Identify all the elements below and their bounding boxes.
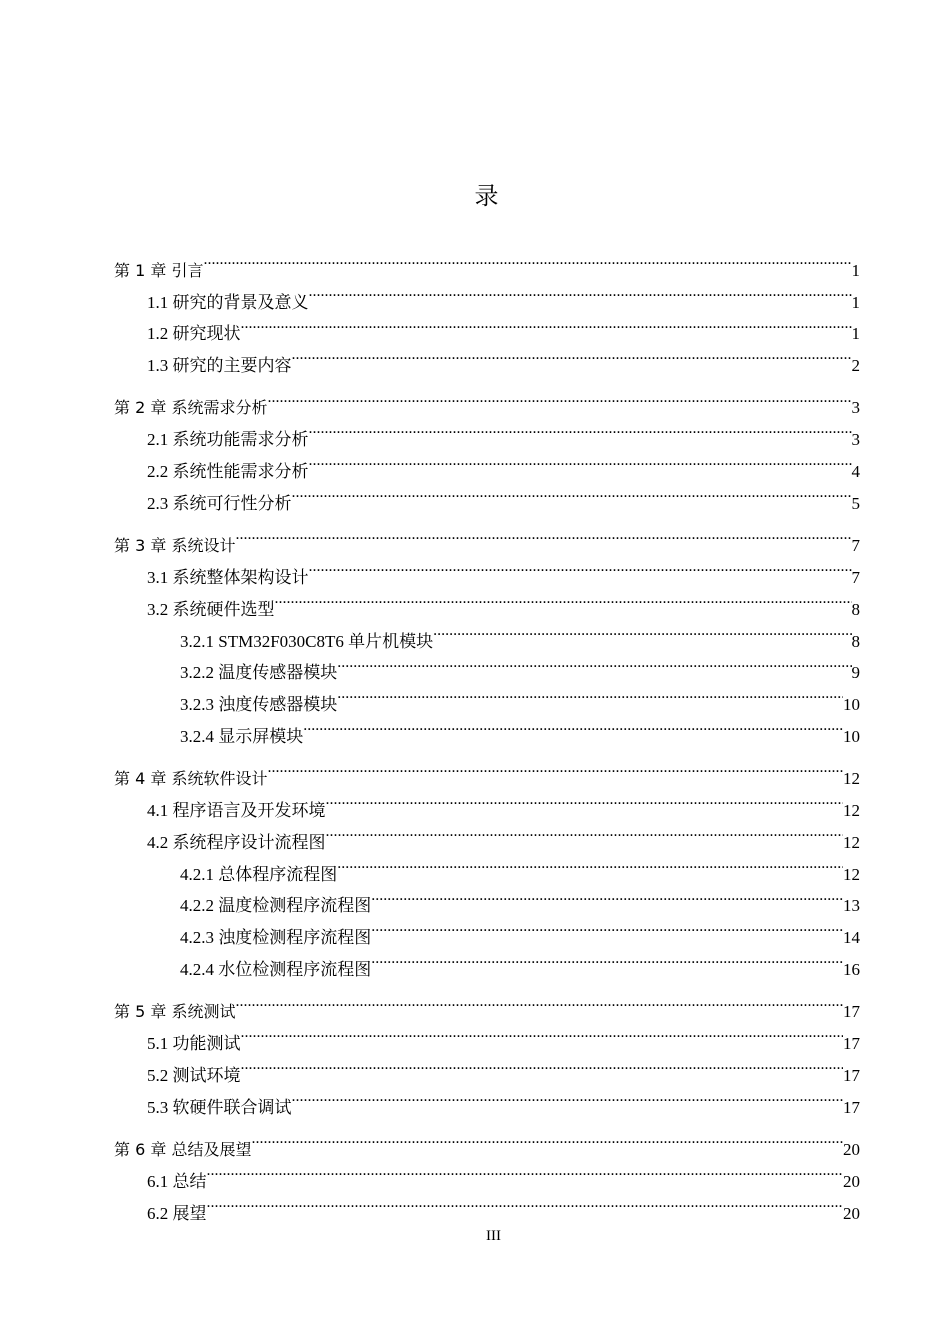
toc-leader-dots: [303, 710, 843, 742]
toc-leader-dots: [241, 1049, 844, 1081]
toc-entry-label: 4.2.1 总体程序流程图: [180, 864, 338, 884]
toc-entry-label: 1.1 研究的背景及意义: [147, 292, 309, 312]
toc-entry-label: 3.1 系统整体架构设计: [147, 567, 309, 587]
toc-entry-label: 6.1 总结: [147, 1171, 207, 1191]
toc-entry-page: 20: [843, 1140, 860, 1160]
toc-leader-dots: [241, 1017, 844, 1049]
toc-leader-dots: [251, 1123, 843, 1155]
toc-entry-label: 5.1 功能测试: [147, 1034, 241, 1054]
toc-leader-dots: [371, 911, 843, 943]
toc-leader-dots: [207, 1155, 844, 1187]
toc-leader-dots: [207, 1187, 844, 1219]
toc-leader-dots: [337, 647, 851, 679]
toc-entry-label: 3.2.4 显示屏模块: [180, 726, 304, 746]
toc-entry-page: 10: [843, 695, 860, 715]
toc-entry-label: 2.1 系统功能需求分析: [147, 430, 309, 450]
toc-entry-label: 2.3 系统可行性分析: [147, 493, 292, 513]
toc-leader-dots: [267, 382, 851, 414]
toc-entry-label: 第 2 章 系统需求分析: [114, 398, 268, 418]
toc-section-entry[interactable]: [114, 276, 860, 312]
toc-section-entry[interactable]: [114, 1187, 860, 1223]
toc-leader-dots: [326, 816, 844, 848]
toc-entry-page: 7: [851, 567, 860, 587]
toc-entry-label: 5.2 测试环境: [147, 1065, 241, 1085]
toc-leader-dots: [292, 339, 852, 371]
toc-leader-dots: [309, 413, 852, 445]
table-of-contents: [114, 244, 860, 1223]
toc-entry-page: 2: [851, 356, 860, 376]
toc-entry-label: 3.2.2 温度传感器模块: [180, 663, 338, 683]
toc-entry-page: 1: [851, 292, 860, 312]
toc-entry-page: 12: [843, 769, 860, 789]
toc-entry-page: 5: [851, 493, 860, 513]
toc-entry-page: 20: [843, 1171, 860, 1191]
toc-entry-page: 4: [851, 462, 860, 482]
toc-entry-label: 6.2 展望: [147, 1203, 207, 1223]
toc-leader-dots: [309, 551, 852, 583]
toc-leader-dots: [235, 986, 843, 1018]
toc-entry-page: 10: [843, 726, 860, 746]
toc-entry-label: 4.2.3 浊度检测程序流程图: [180, 928, 372, 948]
toc-entry-page: 8: [851, 631, 860, 651]
toc-chapter-entry[interactable]: [114, 986, 860, 1022]
toc-leader-dots: [371, 943, 843, 975]
toc-entry-page: 14: [843, 928, 860, 948]
toc-entry-page: 9: [851, 663, 860, 683]
toc-leader-dots: [203, 244, 851, 276]
toc-entry-label: 3.2.3 浊度传感器模块: [180, 695, 338, 715]
toc-entry-label: 4.1 程序语言及开发环境: [147, 801, 326, 821]
toc-entry-label: 4.2 系统程序设计流程图: [147, 832, 326, 852]
toc-entry-label: 5.3 软硬件联合调试: [147, 1097, 292, 1117]
toc-leader-dots: [309, 276, 852, 308]
toc-entry-label: 3.2 系统硬件选型: [147, 599, 275, 619]
toc-entry-page: 17: [843, 1097, 860, 1117]
toc-entry-label: 4.2.4 水位检测程序流程图: [180, 960, 372, 980]
toc-entry-page: 17: [843, 1002, 860, 1022]
toc-chapter-entry[interactable]: [114, 1123, 860, 1160]
toc-entry-label: 第 1 章 引言: [114, 260, 204, 280]
toc-leader-dots: [337, 848, 843, 880]
toc-entry-page: 16: [843, 960, 860, 980]
toc-leader-dots: [337, 678, 843, 710]
toc-entry-page: 1: [851, 324, 860, 344]
toc-entry-page: 8: [851, 599, 860, 619]
toc-leader-dots: [326, 784, 844, 816]
toc-chapter-entry[interactable]: [114, 244, 860, 280]
toc-leader-dots: [235, 519, 851, 551]
toc-leader-dots: [309, 445, 852, 477]
toc-entry-page: 12: [843, 864, 860, 884]
toc-entry-page: 20: [843, 1203, 860, 1223]
toc-entry-page: 12: [843, 801, 860, 821]
toc-leader-dots: [371, 880, 843, 912]
toc-leader-dots: [267, 752, 843, 784]
toc-entry-page: 17: [843, 1034, 860, 1054]
toc-entry-page: 17: [843, 1065, 860, 1085]
toc-entry-label: 第 5 章 系统测试: [114, 1002, 236, 1022]
toc-chapter-entry[interactable]: [114, 382, 860, 418]
toc-entry-page: 3: [851, 430, 860, 450]
toc-leader-dots: [433, 615, 851, 647]
toc-leader-dots: [292, 1081, 844, 1113]
toc-entry-label: 第 3 章 系统设计: [114, 536, 236, 556]
toc-entry-page: 13: [843, 896, 860, 916]
toc-entry-label: 3.2.1 STM32F030C8T6 单片机模块: [180, 631, 434, 651]
toc-section-entry[interactable]: [114, 1155, 860, 1191]
toc-title: 录: [474, 182, 499, 210]
toc-entry-label: 第 6 章 总结及展望: [114, 1140, 252, 1160]
toc-leader-dots: [292, 477, 852, 509]
toc-entry-label: 2.2 系统性能需求分析: [147, 462, 309, 482]
toc-entry-page: 7: [851, 536, 860, 556]
toc-entry-label: 第 4 章 系统软件设计: [114, 769, 268, 789]
toc-entry-page: 3: [851, 398, 860, 418]
toc-chapter-entry[interactable]: [114, 519, 860, 556]
toc-entry-page: 12: [843, 832, 860, 852]
page-number: III: [486, 1228, 501, 1244]
toc-entry-label: 1.3 研究的主要内容: [147, 356, 292, 376]
toc-leader-dots: [275, 583, 852, 615]
toc-leader-dots: [241, 308, 852, 340]
toc-entry-label: 1.2 研究现状: [147, 324, 241, 344]
toc-entry-label: 4.2.2 温度检测程序流程图: [180, 896, 372, 916]
toc-entry-page: 1: [851, 260, 860, 280]
toc-chapter-entry[interactable]: [114, 752, 860, 789]
